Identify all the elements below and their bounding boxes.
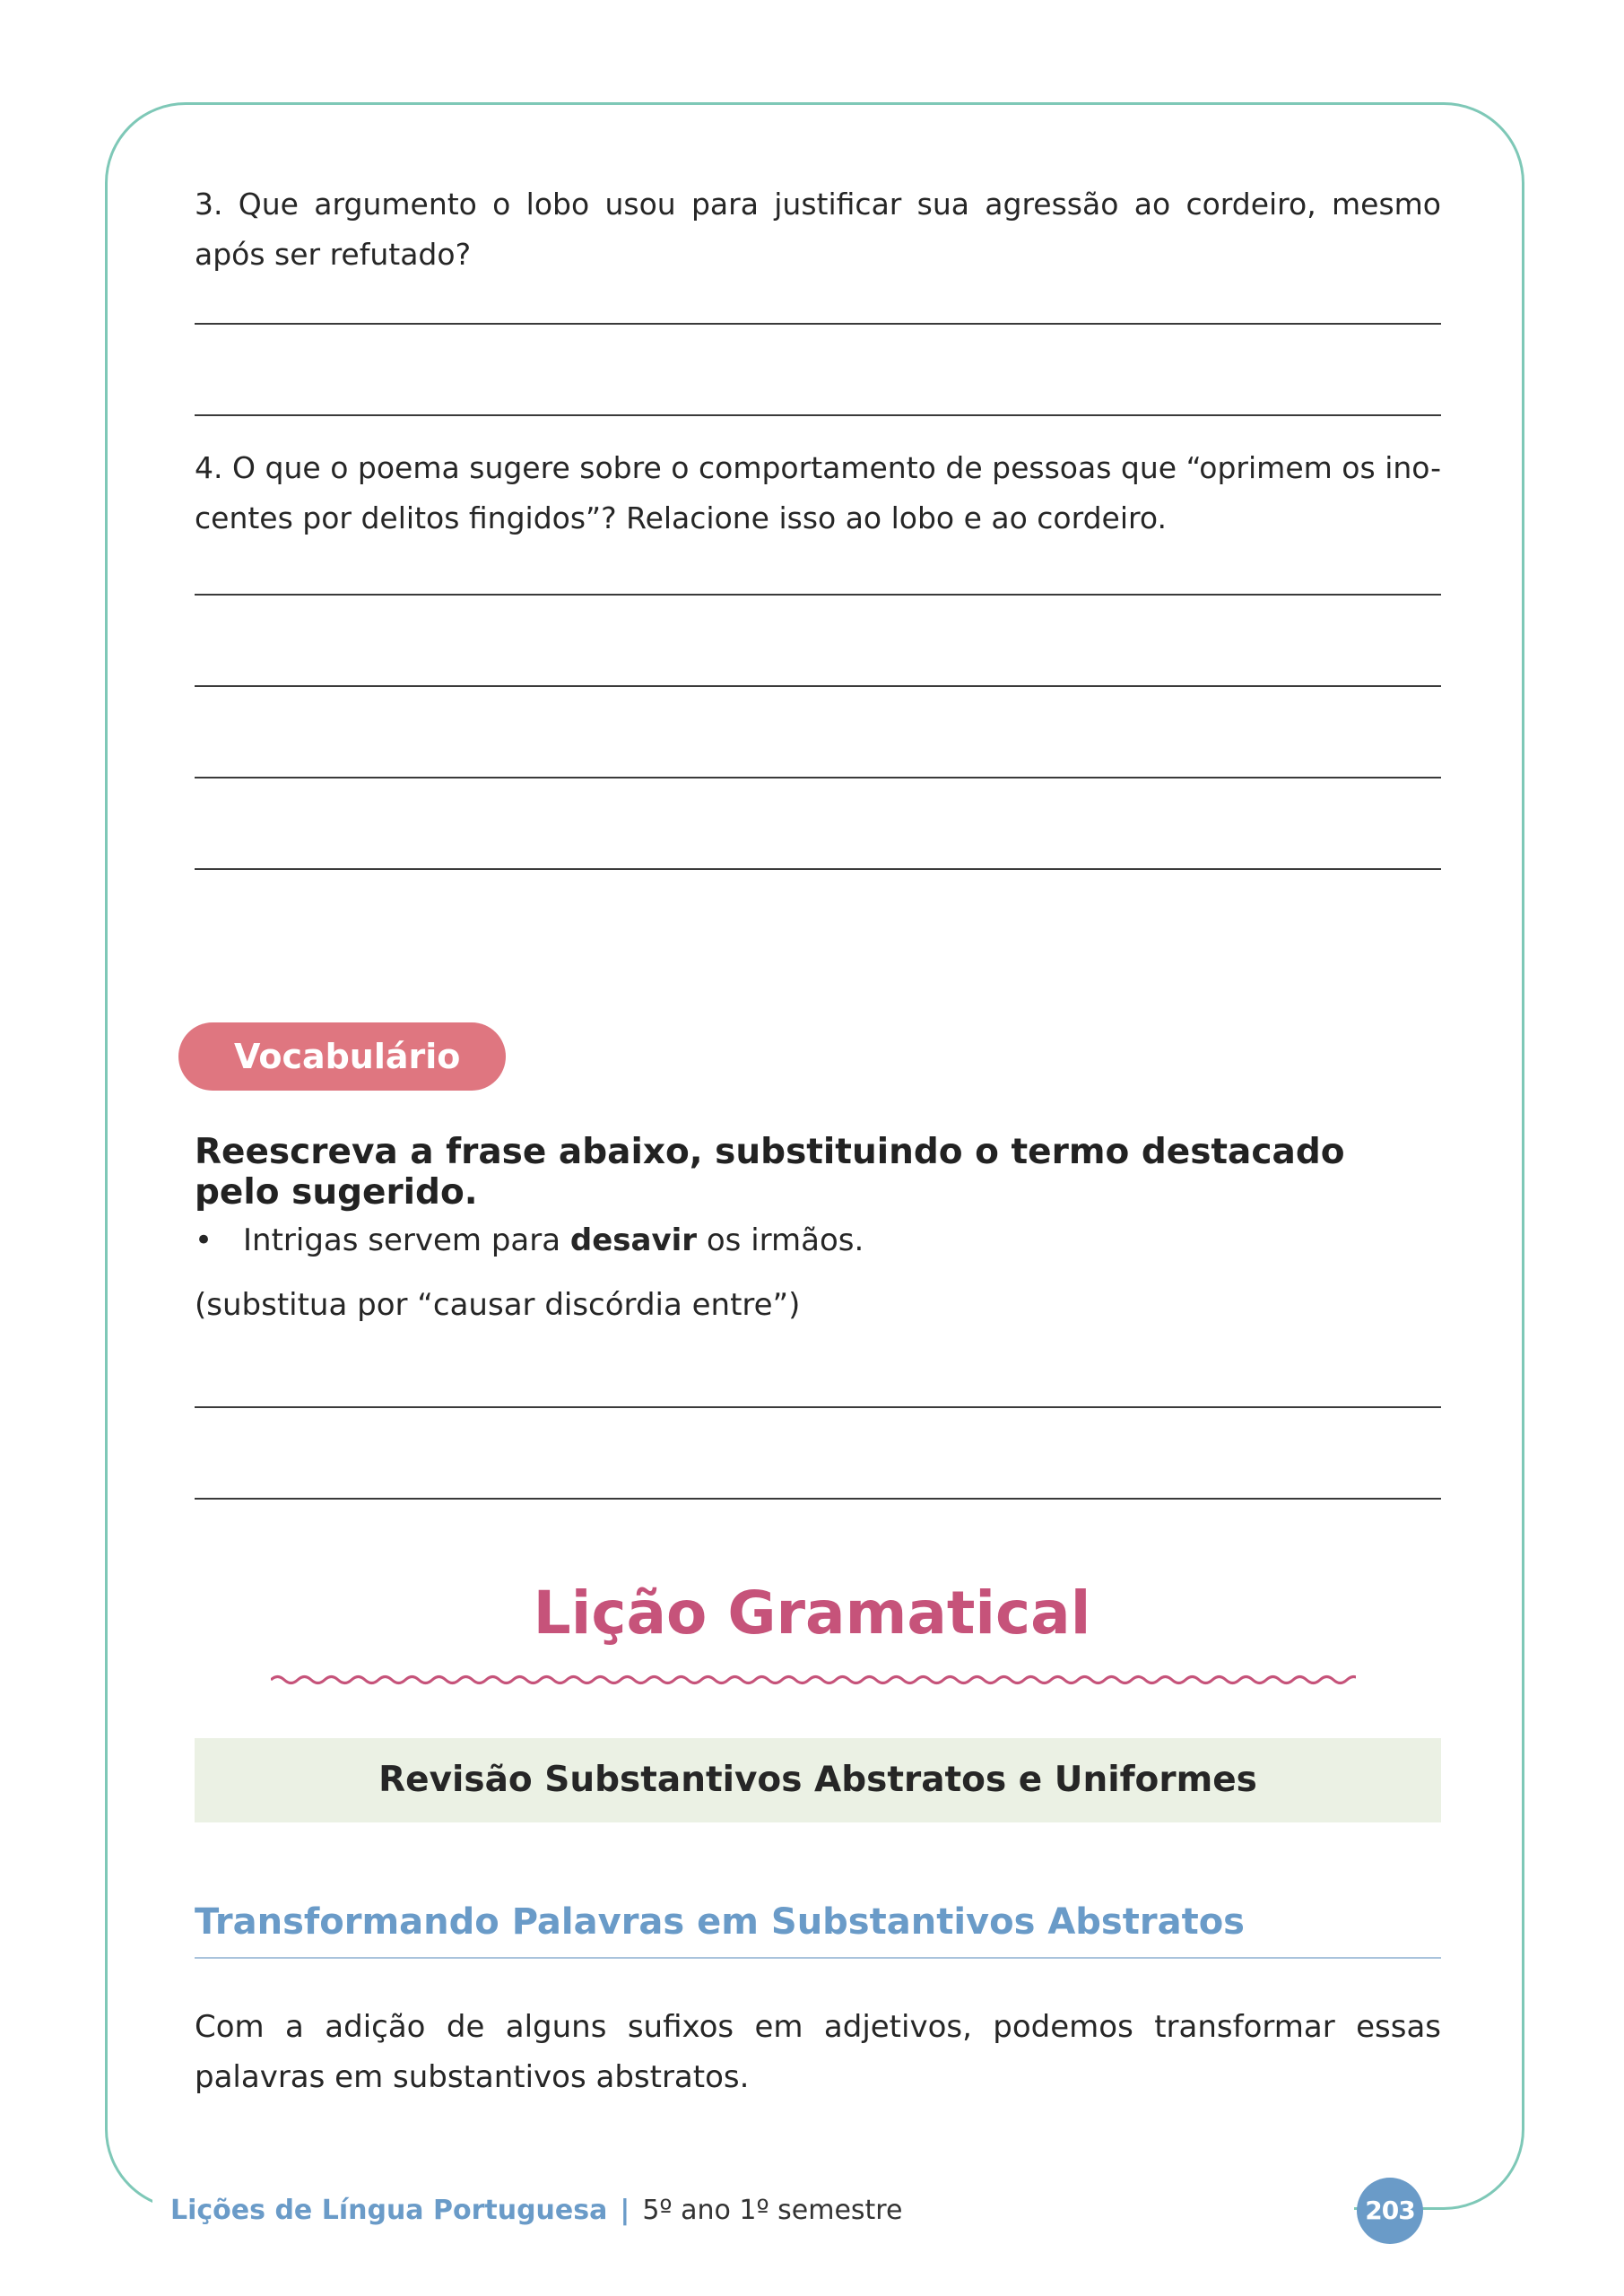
bullet-icon: •: [195, 1222, 213, 1258]
answer-line[interactable]: [195, 1498, 1441, 1500]
footer: [170, 2188, 920, 2233]
vocabulary-badge: Vocabulário: [178, 1022, 506, 1091]
lesson-subtitle: Revisão Substantivos Abstratos e Uniformes: [195, 1738, 1441, 1822]
substitution-hint: (substitua por “causar discórdia entre”): [195, 1287, 801, 1323]
footer-separator: |: [620, 2195, 630, 2226]
page-number: 203: [1357, 2178, 1423, 2244]
wavy-divider: [271, 1670, 1356, 1690]
sentence-start: Intrigas servem para: [243, 1222, 570, 1258]
lesson-title: Lição Gramatical: [533, 1578, 1091, 1648]
lesson-paragraph: Com a adição de alguns sufixos em adjetivos, podemos transformar essas palavras em substantivos abstratos.: [195, 2009, 1441, 2095]
question-3: 3. Que argumento o lobo usou para justificar sua agressão ao cordeiro, mesmo após ser refutado?: [195, 187, 1441, 272]
vocabulary-sentence: [195, 1218, 864, 1263]
grade-label: 5º ano 1º semestre: [642, 2195, 903, 2226]
question-4: 4. O que o poema sugere sobre o comportamento de pessoas que “oprimem os ino-centes por delitos fingidos”? Relacione isso ao lobo e ao cordeiro.: [195, 450, 1441, 535]
highlighted-term: desavir: [569, 1222, 698, 1258]
questions-area: [195, 179, 1441, 870]
book-title: Lições de Língua Portuguesa: [170, 2195, 608, 2226]
sentence-end: os irmãos.: [697, 1222, 864, 1258]
answer-line[interactable]: [195, 1406, 1441, 1408]
section-heading: Transformando Palavras em Substantivos Abstratos: [195, 1901, 1441, 1959]
vocabulary-instruction: Reescreva a frase abaixo, substituindo o termo destacado pelo sugerido.: [195, 1132, 1345, 1213]
answer-line[interactable]: [195, 868, 1441, 870]
